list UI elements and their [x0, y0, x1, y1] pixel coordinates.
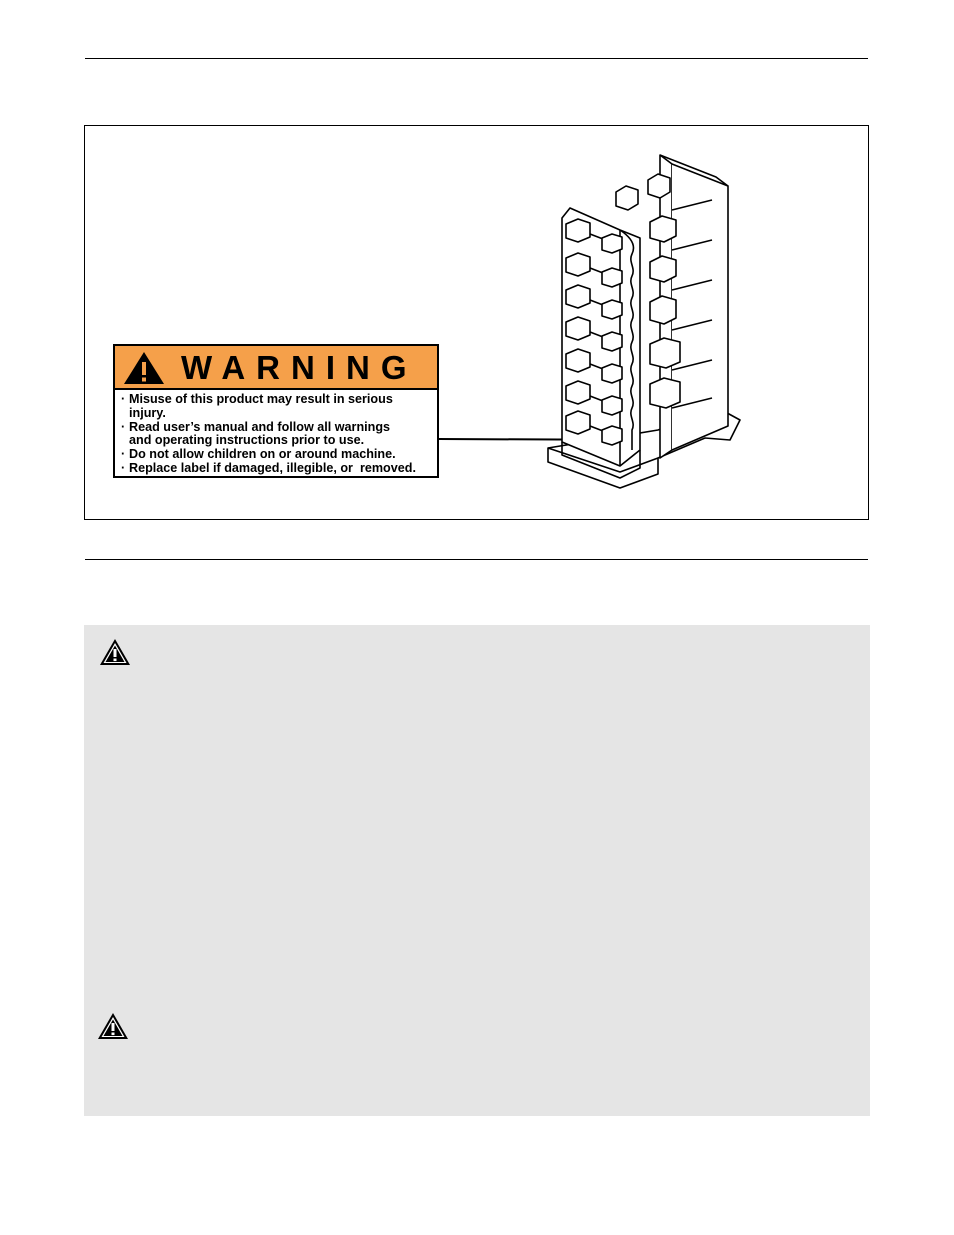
top-rule	[85, 58, 868, 59]
warning-line: injury.	[129, 405, 166, 420]
dumbbell-rack-illustration	[540, 150, 750, 495]
warning-triangle-icon	[122, 350, 166, 386]
warning-header	[115, 346, 437, 390]
warning-label	[113, 344, 439, 478]
warning-line: · Do not allow children on or around machine.	[121, 448, 437, 462]
section-rule	[85, 559, 868, 560]
warning-line: · Misuse of this product may result in serious	[121, 393, 437, 407]
warning-line: and operating instructions prior to use.	[129, 433, 365, 448]
warning-text-list	[115, 390, 437, 476]
warning-line: · Replace label if damaged, illegible, or removed.	[121, 462, 437, 476]
safety-precautions-panel	[84, 625, 870, 1116]
warning-heading: WARNING	[181, 349, 418, 386]
warning-triangle-icon	[97, 1012, 129, 1040]
warning-line: · Read user’s manual and follow all warnings	[121, 421, 437, 435]
warning-triangle-icon	[99, 638, 131, 666]
